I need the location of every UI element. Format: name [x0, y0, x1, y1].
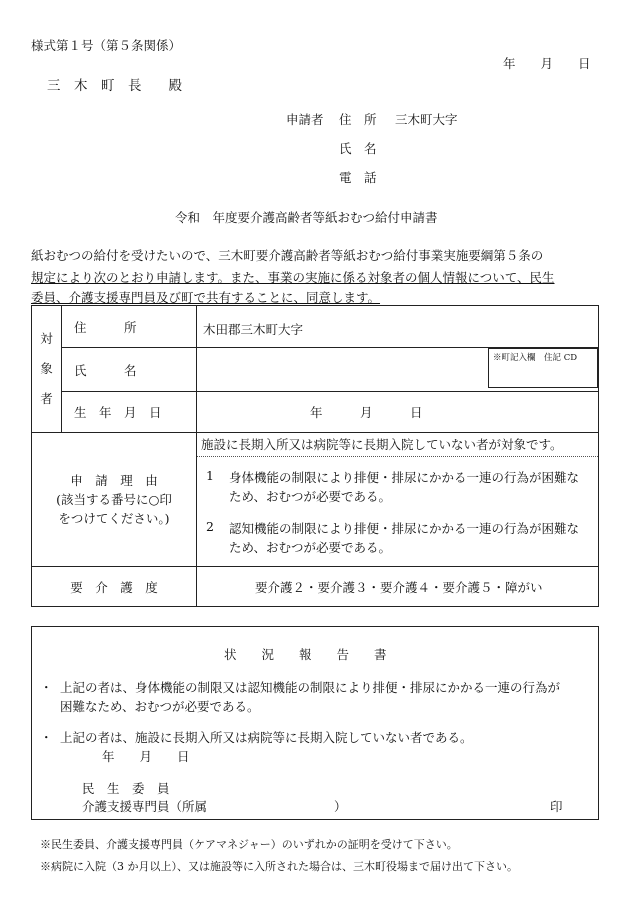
- applicant-name-label: 氏 名: [339, 141, 377, 156]
- applicant-address-label: 住 所: [339, 112, 377, 127]
- footnote-2: ※病院に入院（3 か月以上）、又は施設等に入所された場合は、三木町役場まで届け出て下さい。: [40, 860, 518, 873]
- seal-mark: 印: [550, 799, 563, 814]
- name-label: 氏 名: [62, 348, 197, 392]
- date-line: 年 月 日: [503, 56, 591, 71]
- reason-label: 申 請 理 由 (該当する番号に○印 をつけてください。): [32, 433, 197, 567]
- report-sign-care-manager: 介護支援専門員（所属: [82, 799, 208, 814]
- applicant-address-value: 三木町大字: [395, 112, 458, 127]
- reason-options: [197, 433, 599, 567]
- address-label: 住 所: [62, 306, 197, 348]
- address-value: 木田郡三木町大字: [197, 306, 599, 348]
- reason-note: 施設に長期入所又は病院等に長期入院していない者が対象です。: [197, 433, 598, 457]
- addressee: 三 木 町 長 殿: [47, 78, 182, 94]
- intro-line-2: 規定により次のとおり申請します。また、事業の実施に係る対象者の個人情報について、民生: [31, 270, 555, 285]
- subject-label: 対 象 者: [32, 306, 62, 433]
- form-number: 様式第１号（第５条関係）: [31, 38, 182, 53]
- reason-option-2[interactable]: 2 認知機能の制限により排便・排尿にかかる一連の行為が困難な ため、おむつが必要である。: [206, 519, 580, 555]
- status-report: 状 況 報 告 書 ・ 上記の者は、身体機能の制限又は認知機能の制限により排便・排尿にかかる一連の行為が 困難なため、おむつが必要である。 ・ 上記の者は、施設に長期入所又は病院等に長期入院していない者である。 年 月 日 民 生 委 員 介護支援専門員（所属 ） 印: [31, 626, 599, 820]
- report-sign-commissioner: 民 生 委 員: [82, 781, 170, 796]
- birth-value: 年 月 日: [197, 392, 599, 433]
- town-use-box: ※町記入欄 住記 CD: [488, 348, 598, 388]
- applicant-label: 申請者: [286, 112, 324, 127]
- application-table: [31, 305, 599, 607]
- page-title: 令和 年度要介護高齢者等紙おむつ給付申請書: [175, 210, 438, 225]
- applicant-phone-label: 電 話: [339, 170, 377, 185]
- care-level-label: 要 介 護 度: [32, 567, 197, 607]
- report-date: 年 月 日: [102, 749, 190, 764]
- intro-line-1: 紙おむつの給付を受けたいので、三木町要介護高齢者等紙おむつ給付事業実施要綱第５条の: [31, 248, 544, 263]
- report-sign-close: ）: [334, 799, 347, 814]
- report-title: 状 況 報 告 書: [224, 647, 387, 662]
- care-level-options[interactable]: 要介護２・要介護３・要介護４・要介護５・障がい: [197, 567, 599, 607]
- birth-label: 生 年 月 日: [62, 392, 197, 433]
- name-value-cell[interactable]: [197, 348, 599, 392]
- footnote-1: ※民生委員、介護支援専門員（ケアマネジャー）のいずれかの証明を受けて下さい。: [40, 838, 458, 851]
- reason-option-1[interactable]: 1 身体機能の制限により排便・排尿にかかる一連の行為が困難な ため、おむつが必要である。: [206, 468, 580, 504]
- intro-line-3: 委員、介護支援専門員及び町で共有することに、同意します。: [31, 290, 381, 305]
